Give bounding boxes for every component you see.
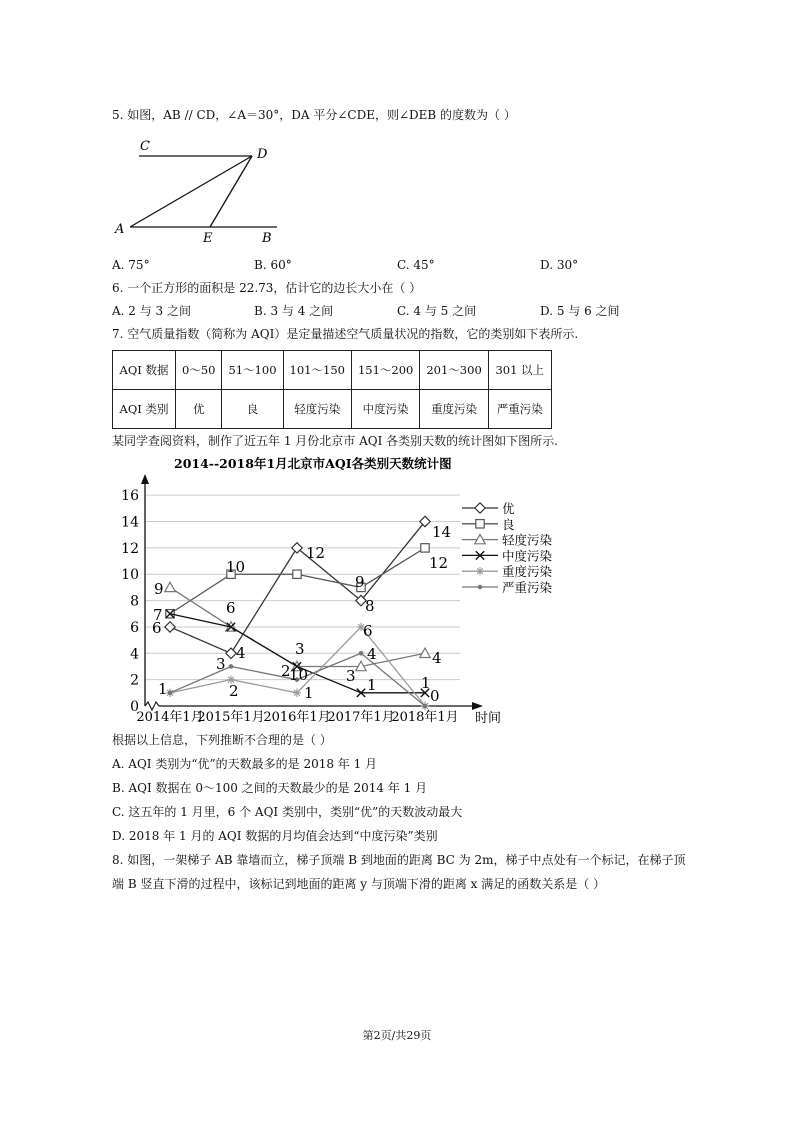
data-label: 6 [226, 599, 236, 617]
table-cell: 0～50 [176, 351, 222, 390]
marker-dot [423, 704, 428, 709]
y-axis-arrow [141, 474, 149, 484]
q8-line1: 8. 如图，一架梯子 AB 靠墙而立，梯子顶端 B 到地面的距离 BC 为 2m，梯子中点处有一个标记，在梯子顶 [112, 853, 686, 867]
data-label: 2 [229, 682, 239, 700]
marker-diamond [475, 503, 485, 513]
q5-option-b: B. 60° [254, 258, 292, 272]
q7-option-d: D. 2018 年 1 月的 AQI 数据的月均值会达到“中度污染”类别 [112, 829, 438, 843]
x-tick-label: 2015年1月 [197, 710, 265, 725]
data-label: 6 [152, 619, 162, 637]
marker-square [293, 570, 301, 578]
marker-star [293, 689, 301, 697]
data-label: 0 [430, 687, 440, 705]
x-axis-label: 时间 [475, 711, 502, 726]
segment-ad [130, 156, 252, 227]
aqi-table [112, 350, 552, 429]
data-label: 10 [289, 666, 309, 684]
data-label: 6 [363, 622, 373, 640]
q6-option-b: B. 3 与 4 之间 [254, 304, 334, 318]
marker-dot [359, 651, 364, 656]
legend-item [462, 517, 515, 532]
marker-dot [168, 691, 173, 696]
aqi-line-chart [108, 452, 628, 727]
data-label: 1 [367, 676, 377, 694]
data-label: 1 [158, 680, 168, 698]
data-label: 7 [153, 606, 163, 624]
x-tick-label: 2017年1月 [327, 710, 395, 725]
table-cell: 优 [176, 390, 222, 429]
chart-title: 2014--2018年1月北京市AQI各类别天数统计图 [174, 456, 452, 471]
table-cell: 201～300 [420, 351, 488, 390]
label-a: A [115, 222, 125, 237]
table-cell: 51～100 [222, 351, 283, 390]
data-label: 2 [281, 662, 291, 680]
label-d: D [257, 147, 268, 162]
y-tick-label: 4 [130, 646, 139, 663]
label-e: E [203, 231, 213, 246]
data-label: 12 [429, 554, 449, 572]
marker-dot [478, 585, 483, 590]
table-cell: 轻度污染 [283, 390, 351, 429]
table-cell: 301 以上 [488, 351, 551, 390]
legend-label: 中度污染 [502, 548, 553, 564]
legend-label: 重度污染 [502, 564, 553, 580]
table-cell: 重度污染 [420, 390, 488, 429]
q5-option-d: D. 30° [540, 258, 579, 272]
legend-item [462, 580, 553, 595]
q8-line2: 端 B 竖直下滑的过程中，该标记到地面的距离 y 与顶端下滑的距离 x 满足的函数关系是（ ） [112, 877, 606, 891]
data-label: 12 [306, 544, 326, 562]
q7-option-a: A. AQI 类别为“优”的天数最多的是 2018 年 1 月 [112, 757, 378, 771]
series-square [166, 544, 429, 618]
y-tick-label: 6 [130, 619, 139, 636]
data-label: 14 [432, 523, 452, 541]
legend-item [462, 533, 553, 548]
marker-square [421, 544, 429, 552]
table-cell: 101～150 [283, 351, 351, 390]
q7-intro: 某同学查阅资料，制作了近五年 1 月份北京市 AQI 各类别天数的统计图如下图所示. [112, 434, 558, 448]
q6-option-d: D. 5 与 6 之间 [540, 304, 620, 318]
series-diamond [165, 516, 430, 658]
y-tick-label: 10 [121, 567, 139, 584]
series-line [170, 548, 425, 614]
data-label: 1 [304, 684, 314, 702]
q6-option-a: A. 2 与 3 之间 [112, 304, 192, 318]
legend-label: 良 [502, 516, 515, 532]
x-tick-label: 2018年1月 [391, 710, 459, 725]
x-tick-label: 2014年1月 [136, 710, 204, 725]
series-line [170, 522, 425, 654]
table-row [113, 390, 552, 429]
page-footer: 第2页/共29页 [362, 1029, 432, 1042]
table-cell: AQI 数据 [113, 351, 176, 390]
legend-item [462, 501, 515, 516]
data-label: 4 [367, 645, 377, 663]
legend-item [462, 548, 553, 563]
marker-diamond [165, 622, 175, 632]
data-label: 8 [365, 597, 375, 615]
q7-option-b: B. AQI 数据在 0～100 之间的天数最少的是 2014 年 1 月 [112, 781, 428, 795]
q5-stem: 5. 如图，AB // CD，∠A＝30°，DA 平分∠CDE，则∠DEB 的度数为（ ） [112, 108, 516, 122]
legend-label: 优 [502, 501, 515, 516]
q7-option-c: C. 这五年的 1 月里，6 个 AQI 类别中，类别“优”的天数波动最大 [112, 805, 463, 819]
data-label: 9 [355, 573, 365, 591]
x-axis-break [145, 702, 159, 710]
legend-label: 轻度污染 [502, 532, 553, 548]
table-cell: 严重污染 [488, 390, 551, 429]
q5-option-a: A. 75° [112, 258, 150, 272]
label-b: B [262, 231, 272, 246]
table-cell: 良 [222, 390, 283, 429]
marker-dot [229, 664, 234, 669]
marker-square [476, 520, 484, 528]
y-tick-label: 16 [121, 488, 139, 505]
y-tick-label: 8 [130, 593, 139, 610]
q6-stem: 6. 一个正方形的面积是 22.73，估计它的边长大小在（ ） [112, 281, 422, 295]
table-cell: 151～200 [351, 351, 419, 390]
legend-label: 严重污染 [502, 580, 553, 595]
marker-triangle [165, 582, 175, 591]
q7-after: 根据以上信息，下列推断不合理的是（ ） [112, 733, 332, 747]
data-label: 9 [154, 580, 164, 598]
q7-stem: 7. 空气质量指数（简称为 AQI）是定量描述空气质量状况的指数，它的类别如下表所示. [112, 327, 579, 341]
table-row [113, 351, 552, 390]
x-tick-label: 2016年1月 [263, 710, 331, 725]
data-label: 3 [346, 667, 356, 685]
y-tick-label: 14 [121, 514, 139, 531]
legend-item [462, 564, 553, 579]
segment-de [210, 156, 252, 227]
data-label: 3 [216, 655, 226, 673]
label-c: C [140, 139, 150, 154]
data-label: 10 [226, 558, 246, 576]
q6-option-c: C. 4 与 5 之间 [397, 304, 477, 318]
marker-star [476, 567, 484, 575]
y-tick-label: 2 [130, 672, 139, 689]
x-axis-arrow [472, 702, 483, 710]
table-cell: AQI 类别 [113, 390, 176, 429]
data-label: 4 [236, 644, 246, 662]
q5-option-c: C. 45° [397, 258, 435, 272]
y-tick-label: 0 [130, 699, 139, 715]
data-label: 4 [432, 649, 442, 667]
data-label: 1 [421, 674, 431, 692]
q5-figure [112, 136, 292, 246]
marker-diamond [226, 648, 236, 658]
y-tick-label: 12 [121, 540, 139, 557]
table-cell: 中度污染 [351, 390, 419, 429]
data-label: 3 [295, 640, 305, 658]
